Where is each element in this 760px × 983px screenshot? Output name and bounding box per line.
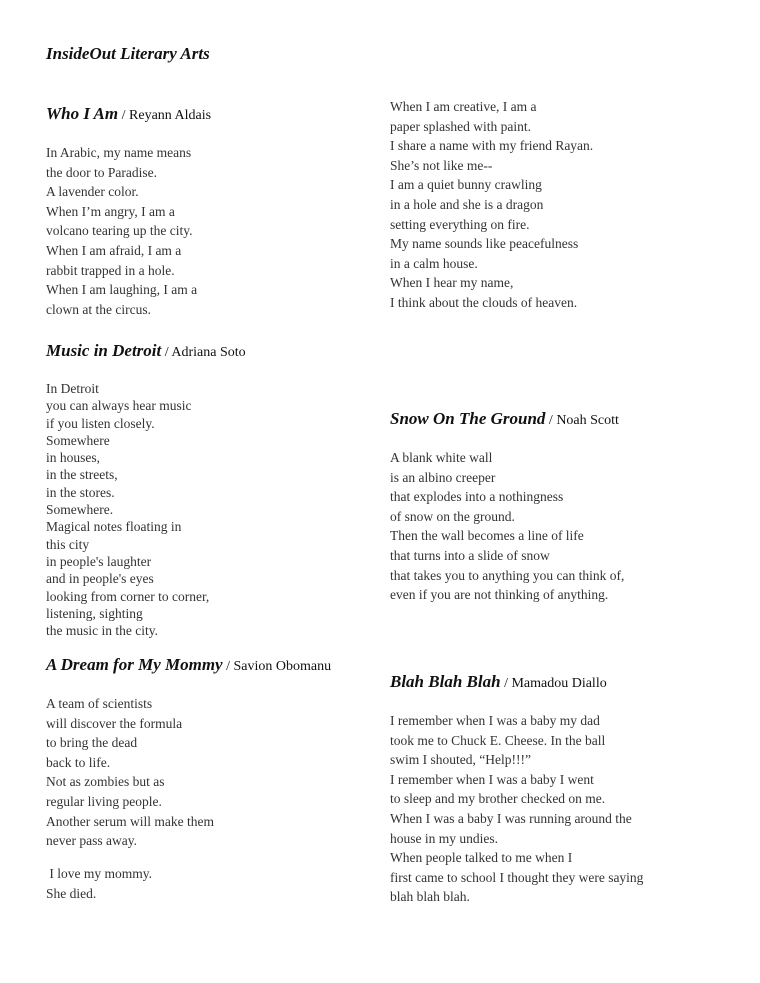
poem-line: I love my mommy. — [46, 866, 152, 882]
poem-line: will discover the formula — [46, 715, 183, 731]
poem-body — [390, 448, 710, 605]
poem-line: in people's laughter — [46, 553, 152, 569]
poem-line: back to life. — [46, 754, 111, 770]
poem-title: Music in Detroit — [46, 341, 162, 360]
poem-line: Then the wall becomes a line of life — [390, 528, 584, 544]
poem-body — [390, 711, 710, 907]
poem-author: Adriana Soto — [171, 345, 246, 360]
poem-snow-on-the-ground — [390, 408, 710, 605]
poem-line: that takes you to anything you can think of, — [390, 567, 625, 583]
poem-line: never pass away. — [46, 833, 137, 849]
poem-body — [46, 380, 366, 639]
poem-line: this city — [46, 536, 90, 552]
poem-line: volcano tearing up the city. — [46, 223, 193, 239]
poem-line: When I am laughing, I am a — [46, 282, 198, 298]
poem-line: rabbit trapped in a hole. — [46, 262, 175, 278]
document-title: InsideOut Literary Arts — [46, 44, 210, 63]
poem-line: A lavender color. — [46, 184, 139, 200]
poem-heading — [390, 408, 710, 432]
poem-line: A team of scientists — [46, 696, 153, 711]
poem-heading — [46, 103, 366, 127]
poem-line: in houses, — [46, 450, 100, 466]
poem-line: of snow on the ground. — [390, 508, 515, 524]
poem-line: setting everything on fire. — [390, 216, 530, 232]
poem-line: She’s not like me-- — [390, 157, 493, 173]
poem-body — [46, 143, 366, 319]
poem-line: that explodes into a nothingness — [390, 489, 564, 505]
poem-line: I share a name with my friend Rayan. — [390, 138, 594, 154]
poem-line: first came to school I thought they were saying — [390, 869, 644, 885]
poem-author: Mamadou Diallo — [511, 676, 607, 691]
poem-line: and in people's eyes — [46, 571, 154, 587]
poem-title: Blah Blah Blah — [390, 672, 501, 691]
poem-line: in the stores. — [46, 484, 115, 500]
poem-title: A Dream for My Mommy — [46, 655, 223, 674]
poem-line: When I am creative, I am a — [390, 99, 537, 114]
poem-line: regular living people. — [46, 793, 162, 809]
poem-line: Not as zombies but as — [46, 774, 165, 790]
title-separator: / — [161, 345, 172, 360]
poem-line: I remember when I was a baby my dad — [390, 713, 600, 728]
poem-line — [46, 851, 366, 865]
title-separator: / — [500, 676, 512, 691]
poem-line: you can always hear music — [46, 398, 192, 414]
poem-line: I am a quiet bunny crawling — [390, 177, 542, 193]
poem-blah-blah-blah — [390, 671, 710, 907]
poem-line: When I’m angry, I am a — [46, 203, 175, 219]
poem-line: Magical notes floating in — [46, 519, 182, 535]
poem-line: clown at the circus. — [46, 301, 151, 317]
poem-heading — [46, 340, 366, 364]
poem-line: to bring the dead — [46, 735, 138, 751]
poem-line: the door to Paradise. — [46, 164, 157, 180]
poem-line: I think about the clouds of heaven. — [390, 294, 578, 310]
poem-title: Snow On The Ground — [390, 409, 546, 428]
poem-line: She died. — [46, 885, 97, 901]
poem-line: to sleep and my brother checked on me. — [390, 791, 606, 807]
poem-line: I remember when I was a baby I went — [390, 771, 594, 787]
title-separator: / — [545, 413, 557, 428]
poem-line: Somewhere. — [46, 502, 114, 518]
poem-who-i-am-continued — [390, 99, 710, 313]
poem-line: even if you are not thinking of anything. — [390, 587, 609, 603]
poem-line: In Arabic, my name means — [46, 145, 192, 160]
title-separator: / — [118, 108, 130, 123]
poem-line: blah blah blah. — [390, 889, 470, 905]
poem-who-i-am — [46, 103, 366, 319]
poem-title: Who I Am — [46, 104, 119, 123]
poem-line: looking from corner to corner, — [46, 588, 210, 604]
poem-body — [46, 694, 366, 903]
poem-line: Somewhere — [46, 432, 110, 448]
poem-line: paper splashed with paint. — [390, 118, 531, 134]
poem-music-in-detroit — [46, 340, 366, 639]
poem-line: took me to Chuck E. Cheese. In the ball — [390, 732, 606, 748]
poem-line: My name sounds like peacefulness — [390, 236, 579, 252]
poem-author: Reyann Aldais — [129, 108, 212, 123]
poem-line: When I hear my name, — [390, 275, 514, 291]
poem-line: in a calm house. — [390, 255, 478, 271]
poem-line: When people talked to me when I — [390, 850, 573, 866]
poem-line: the music in the city. — [46, 623, 158, 639]
poem-line: is an albino creeper — [390, 469, 496, 485]
poem-author: Noah Scott — [556, 413, 619, 428]
poem-line: When I am afraid, I am a — [46, 242, 182, 258]
poem-line: A blank white wall — [390, 450, 493, 465]
poem-line: in a hole and she is a dragon — [390, 196, 544, 212]
poem-line: house in my undies. — [390, 830, 498, 846]
poem-line: listening, sighting — [46, 605, 143, 621]
poem-line: Another serum will make them — [46, 813, 214, 829]
poem-body — [390, 97, 710, 313]
poem-line: swim I shouted, “Help!!!” — [390, 752, 531, 768]
poem-line: in the streets, — [46, 467, 118, 483]
poem-line: In Detroit — [46, 381, 99, 396]
poem-line: if you listen closely. — [46, 415, 155, 431]
poem-line: When I was a baby I was running around the — [390, 810, 632, 826]
poem-line: that turns into a slide of snow — [390, 547, 550, 563]
poem-heading — [390, 671, 710, 695]
poem-author: Savion Obomanu — [233, 659, 332, 674]
title-separator: / — [222, 659, 234, 674]
poem-heading — [46, 654, 366, 678]
poem-a-dream-for-my-mommy — [46, 654, 366, 903]
